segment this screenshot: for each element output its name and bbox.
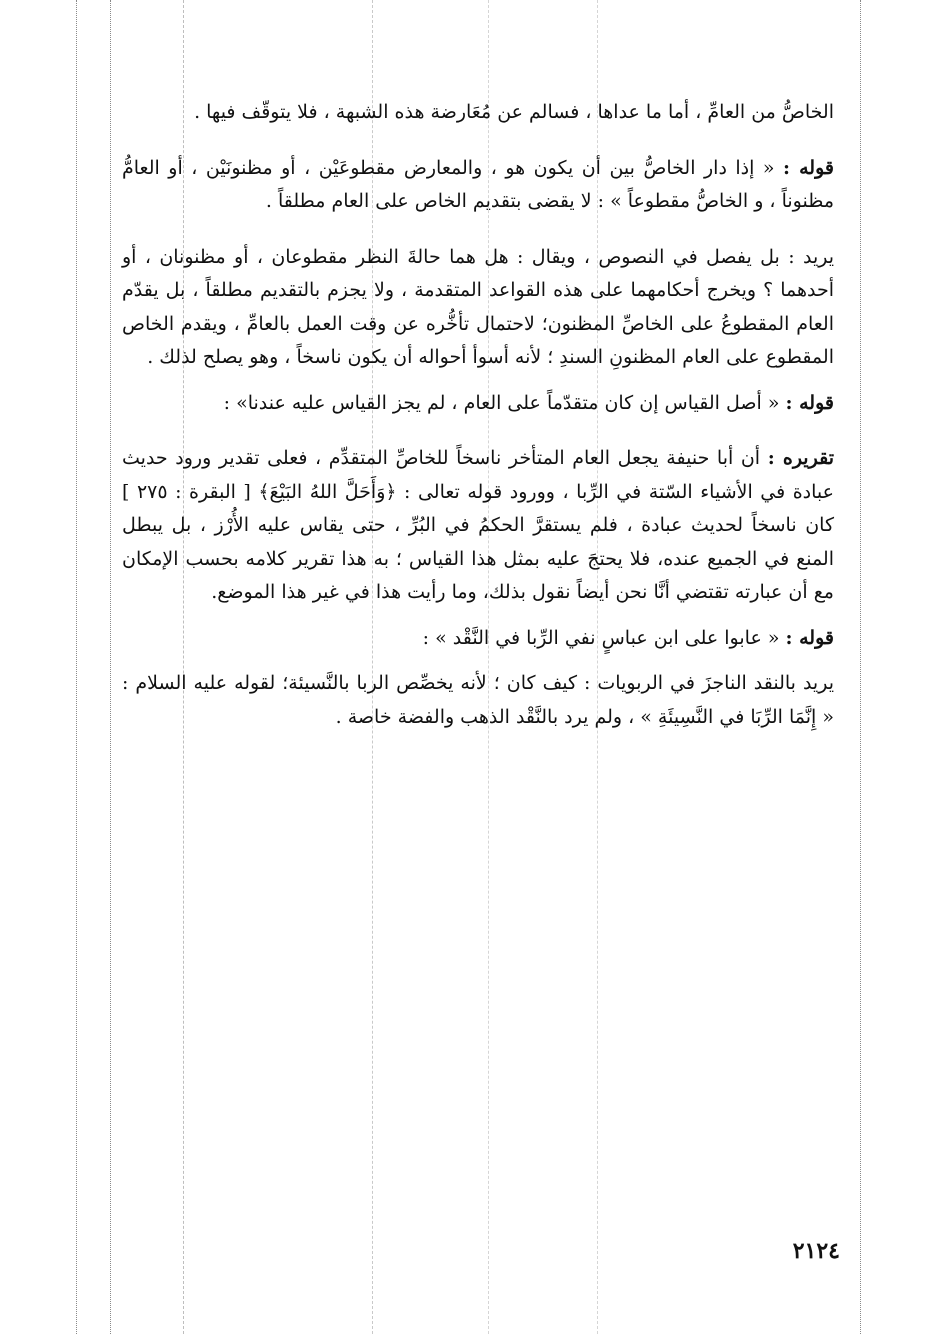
- paragraph-lead: قوله :: [785, 391, 834, 414]
- paragraph: [122, 442, 834, 610]
- margin-guide-line: [76, 0, 77, 1334]
- paragraph-text: الخاصُّ من العامِّ ، أما ما عداها ، فسالم عن مُعَارضة هذه الشبهة ، فلا يتوقّف فيها .: [194, 101, 834, 123]
- margin-guide-line: [110, 0, 111, 1334]
- margin-guide-line: [860, 0, 861, 1334]
- page-number: ٢١٢٤: [792, 1238, 840, 1264]
- paragraph-text: « إذا دار الخاصُّ بين أن يكون هو ، والمعارض مقطوعَيْن ، أو مظنونَيْن ، أو العامُّ مظنوناً ، و الخاصُّ مقطوعاً » : لا يقضى بتقديم الخاص على العام مطلقاً .: [122, 156, 834, 212]
- paragraph-text: « عابوا على ابن عباسٍ نفي الرِّبا في النَّقْد » :: [422, 626, 786, 649]
- paragraph: [122, 387, 834, 421]
- paragraph: [122, 241, 834, 375]
- paragraph-lead: تقريره :: [767, 447, 834, 469]
- paragraph: [122, 152, 834, 219]
- paragraph-text: « أصل القياس إن كان متقدّماً على العام ، لم يجز القياس عليه عندنا» :: [223, 391, 786, 414]
- paragraph: [122, 667, 834, 734]
- paragraph-text: يريد : بل يفصل في النصوص ، ويقال : هل هما حالةَ النظر مقطوعان ، أو مظنونان ، أو أحدهما ؟ ويخرج أحكامهما على هذه القواعد المتقدمة ، ولا يجزم بالتقديم مطلقاً ، بل يقدّم العام المقطوعُ على الخاصِّ المظنون؛ لاحتمال تأخُّره عن وقت العمل بالعامِّ ، ويقدم الخاص المقطوع على العام المظنونِ السندِ ؛ لأنه أسوأ أحواله أن يكون ناسخاً ، وهو يصلح لذلك .: [122, 245, 834, 368]
- paragraph-lead: قوله :: [785, 626, 834, 649]
- paragraph: [122, 96, 834, 130]
- paragraph-text: يريد بالنقد الناجزَ في الربويات : كيف كان ؛ لأنه يخصِّص الربا بالنَّسيئة؛ لقوله عليه السلام : « إِنَّمَا الرِّبَا في النَّسِيئَةِ » ، ولم يرد بالنَّقْد الذهب والفضة خاصة .: [122, 672, 834, 728]
- paragraph-text: أن أبا حنيفة يجعل العام المتأخر ناسخاً للخاصِّ المتقدِّم ، فعلى تقدير ورود حديث عبادة في الأشياء السّتة في الرِّبا ، وورود قوله تعالى : ﴿وَأَحَلَّ اللهُ البَيْعَ﴾ [ البقرة : ٢٧٥ ] كان ناسخاً لحديث عبادة ، فلم يستقرَّ الحكمُ في البُرِّ ، حتى يقاس عليه الأُرْز ، بل يبطل المنع في الجميع عنده، فلا يحتجَ عليه بمثل هذا القياس ؛ به هذا تقرير كلامه بحسب الإمكان مع أن عبارته تقتضي أنَّا نحن أيضاً نقول بذلك، وما رأيت هذا في غير هذا الموضع.: [122, 447, 834, 603]
- paragraph: [122, 622, 834, 656]
- paragraph-lead: قوله :: [783, 156, 834, 179]
- body-text: [122, 96, 834, 756]
